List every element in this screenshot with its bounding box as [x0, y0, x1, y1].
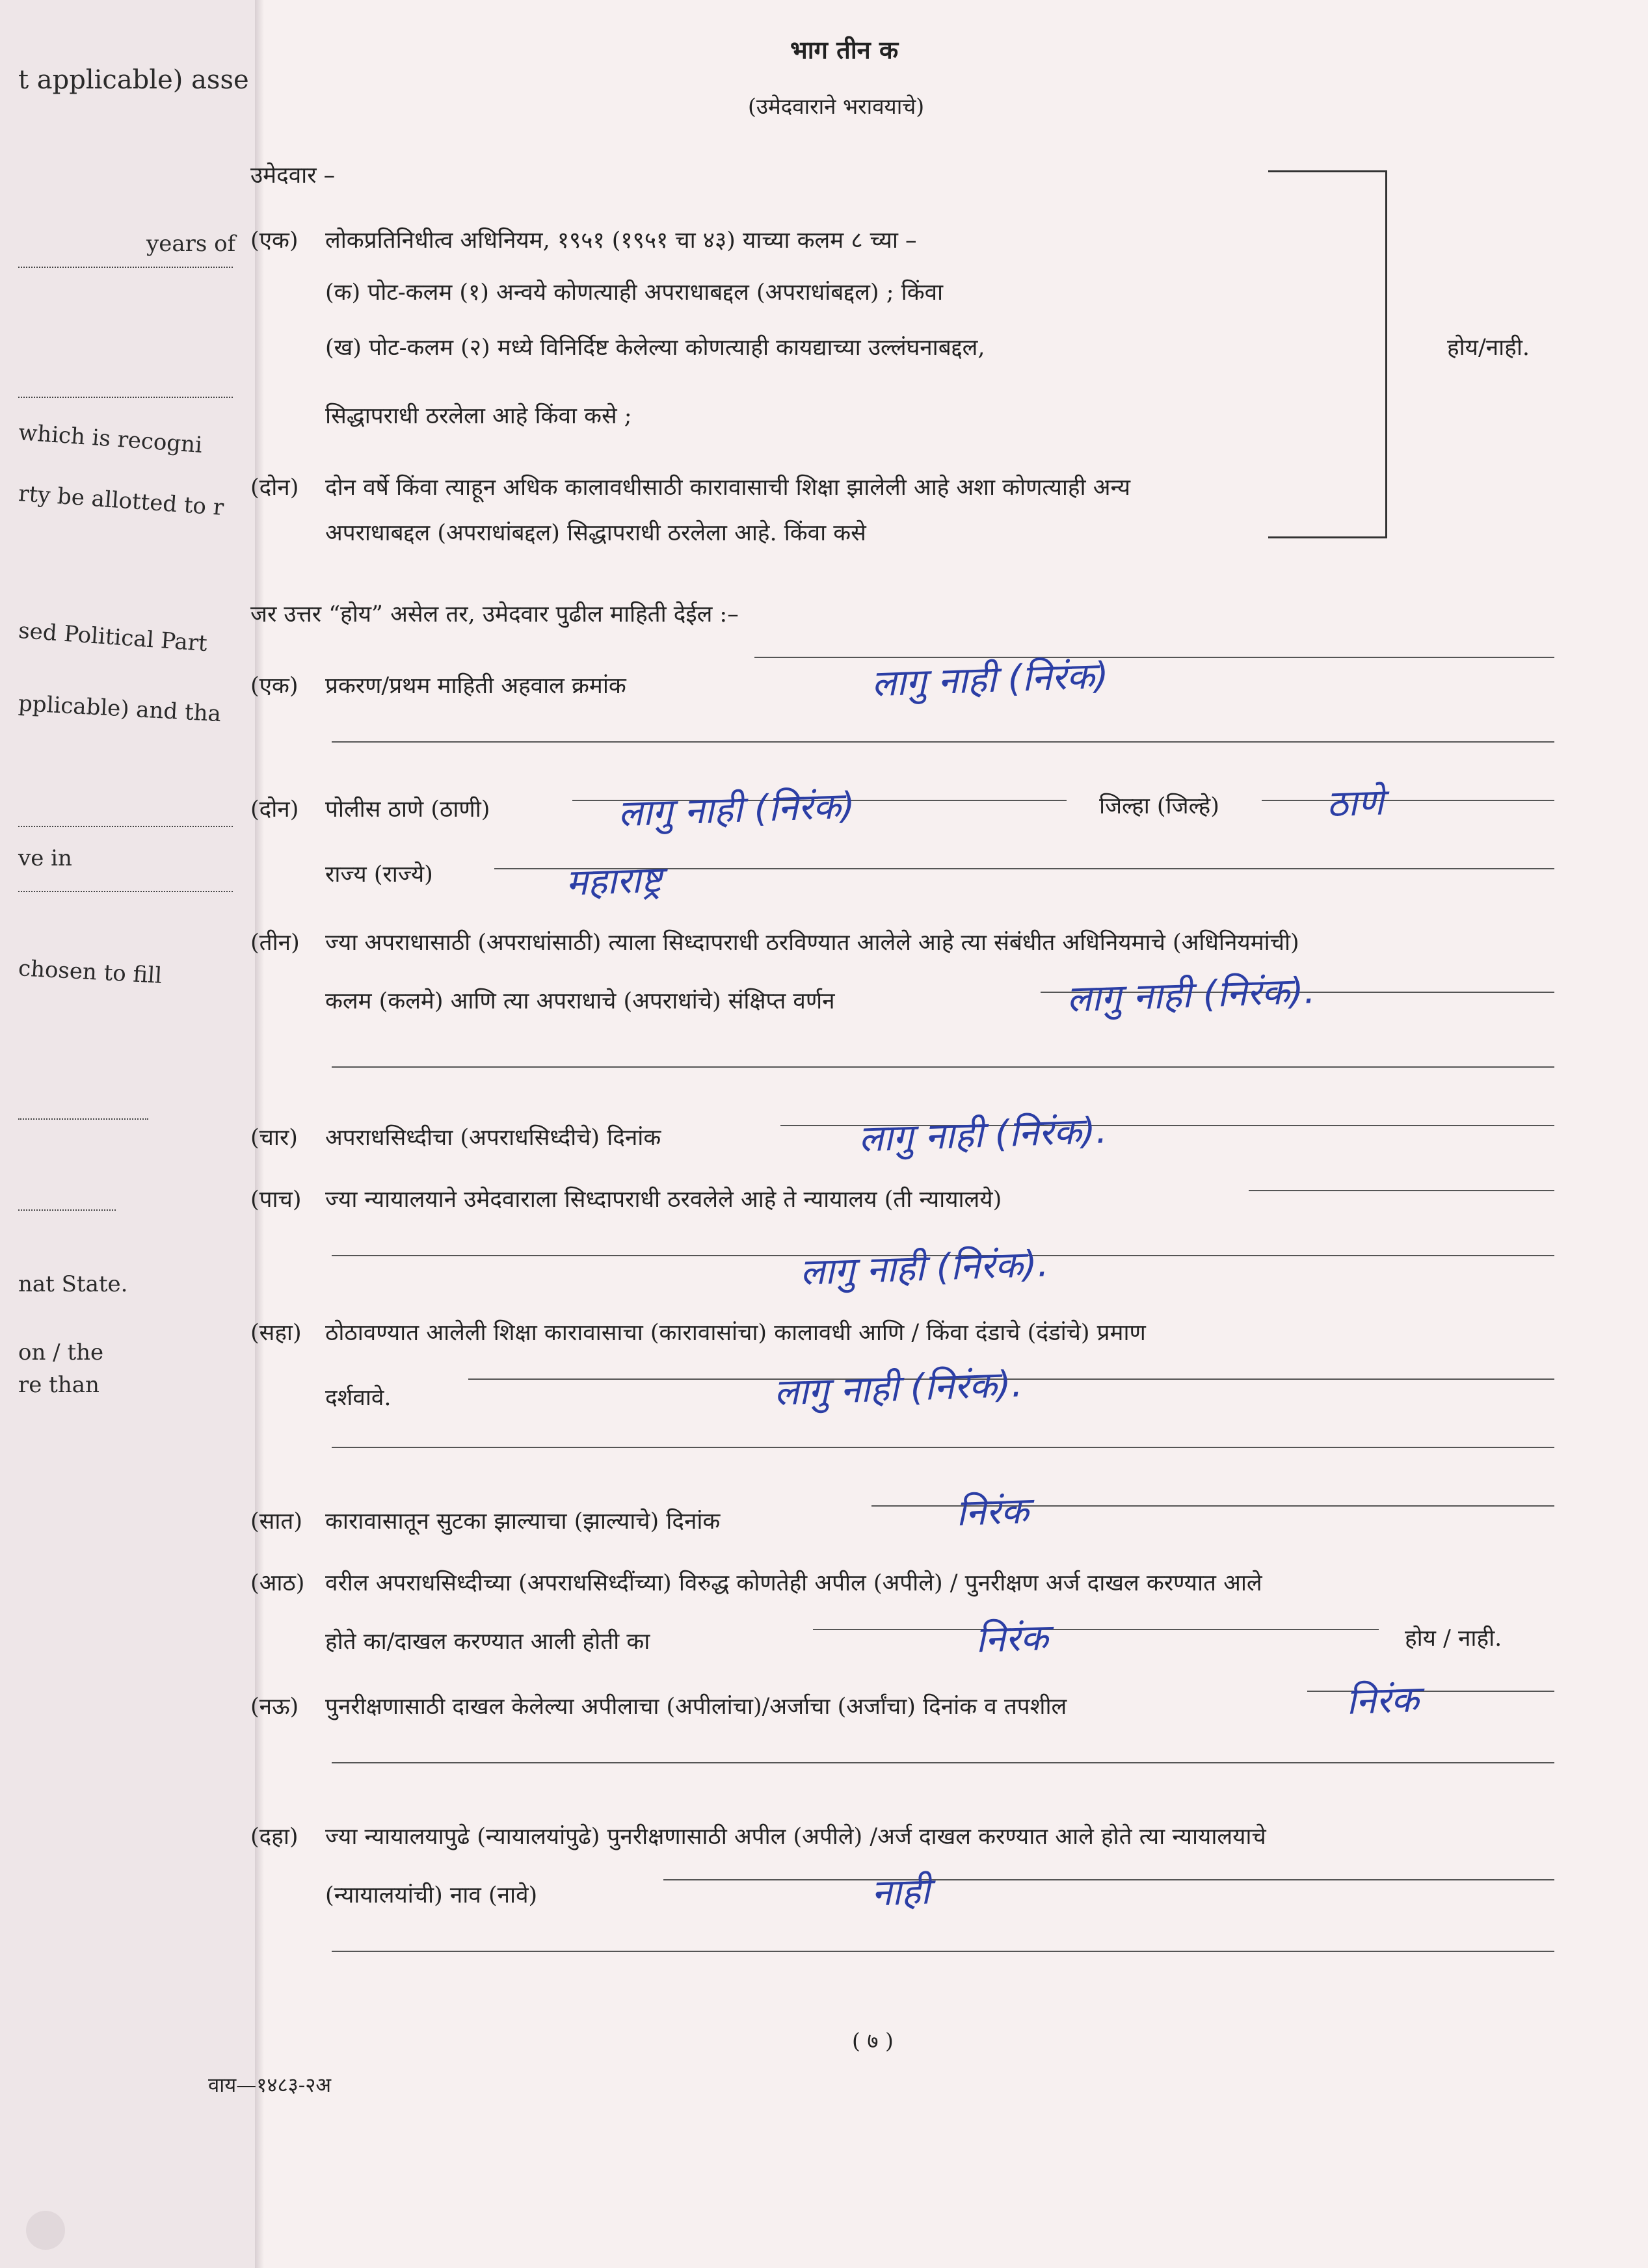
q1-number: (एक) [250, 228, 299, 254]
item5-text: ज्या न्यायालयाने उमेदवाराला सिध्दापराधी ठरवलेले आहे ते न्यायालय (ती न्यायालये) [325, 1187, 1002, 1213]
district-handwritten: ठाणे [1325, 781, 1385, 826]
item8-handwritten: निरंक [974, 1616, 1049, 1661]
item6-line1: ठोठावण्यात आलेली शिक्षा कारावासाचा (कारावासांचा) कालावधी आणि / किंवा दंडाचे (दंडांचे) प्रमाण [325, 1320, 1146, 1346]
item5-handwritten: लागु नाही (निरंक). [799, 1243, 1050, 1294]
part-title: भाग तीन क [790, 35, 899, 64]
left-fragment: t applicable) asse [18, 65, 249, 95]
q2-line2: अपराधाबद्दल (अपराधांबद्दल) सिद्धापराधी ठरलेला आहे. किंवा कसे [325, 520, 866, 546]
q1-text: लोकप्रतिनिधीत्व अधिनियम, १९५१ (१९५१ चा ४३) याच्या कलम ८ च्या – [325, 228, 917, 254]
q2-line1: दोन वर्षे किंवा त्याहून अधिक कालावधीसाठी कारावासाची शिक्षा झालेली आहे अशा कोणत्याही अन्य [325, 475, 1131, 501]
left-fragment: sed Political Part [17, 617, 208, 657]
left-fragment: rty be allotted to r [17, 481, 225, 521]
q2-number: (दोन) [250, 475, 299, 501]
q1-a: (क) पोट-कलम (१) अन्वये कोणत्याही अपराधाबद्दल (अपराधांबद्दल) ; किंवा [325, 280, 944, 306]
item9-handwritten: निरंक [1345, 1678, 1420, 1723]
item3-line2: कलम (कलमे) आणि त्या अपराधाचे (अपराधांचे) संक्षिप्त वर्णन [325, 988, 835, 1014]
item7-number: (सात) [250, 1509, 302, 1535]
left-fragment: years of [146, 231, 236, 257]
left-fragment: ve in [18, 845, 72, 871]
item7-text: कारावासातून सुटका झाल्याचा (झाल्याचे) दिनांक [325, 1509, 721, 1535]
item6-line2: दर्शवावे. [325, 1385, 392, 1411]
left-fragment: on / the [18, 1339, 104, 1365]
item7-handwritten: निरंक [955, 1490, 1030, 1535]
item5-number: (पाच) [250, 1187, 302, 1213]
item1-number: (एक) [250, 673, 299, 699]
item10-handwritten: नाही [870, 1870, 931, 1915]
state-handwritten: महाराष्ट्र [565, 858, 663, 904]
candidate-label: उमेदवार – [250, 163, 336, 189]
item1-handwritten: लागु नाही (निरंक) [871, 654, 1110, 705]
item3-line1: ज्या अपराधासाठी (अपराधांसाठी) त्याला सिध्दापराधी ठरविण्यात आलेले आहे त्या संबंधीत अधिनियमाचे (अधिनियमांची) [325, 930, 1299, 956]
form-code: वाय—१४८३-२अ [208, 2074, 332, 2097]
page-number: ( ७ ) [852, 2028, 894, 2053]
item8-line1: वरील अपराधसिध्दीच्या (अपराधसिध्दींच्या) विरुद्ध कोणतेही अपील (अपीले) / पुनरीक्षण अर्ज दाखल करण्यात आले [325, 1570, 1262, 1596]
district-label: जिल्हा (जिल्हे) [1099, 793, 1219, 819]
item8-number: (आठ) [250, 1570, 305, 1596]
item10-line1: ज्या न्यायालयापुढे (न्यायालयांपुढे) पुनरीक्षणासाठी अपील (अपीले) /अर्ज दाखल करण्यात आले होते त्या न्यायालयाचे [325, 1824, 1266, 1850]
item8-line2: होते का/दाखल करण्यात आली होती का [325, 1629, 650, 1655]
item2-text: पोलीस ठाणे (ठाणी) [325, 797, 490, 823]
item10-line2: (न्यायालयांची) नाव (नावे) [325, 1882, 538, 1908]
item3-handwritten: लागु नाही (निरंक). [1066, 969, 1316, 1021]
left-fragment: nat State. [18, 1271, 128, 1297]
item8-answer: होय / नाही. [1405, 1626, 1502, 1652]
q1-answer: होय/नाही. [1447, 335, 1530, 361]
item2-number: (दोन) [250, 797, 299, 823]
left-fragment: which is recogni [17, 419, 204, 458]
item9-text: पुनरीक्षणासाठी दाखल केलेल्या अपीलाचा (अपीलांचा)/अर्जाचा (अर्जांचा) दिनांक व तपशील [325, 1694, 1067, 1720]
part-subtitle: (उमेदवाराने भरावयाचे) [748, 94, 925, 119]
punch-hole [26, 2211, 65, 2250]
left-fragment: re than [18, 1372, 100, 1398]
item10-number: (दहा) [250, 1824, 299, 1850]
state-label: राज्य (राज्ये) [325, 862, 433, 888]
item4-handwritten: लागु नाही (निरंक). [858, 1109, 1108, 1161]
answer-bracket [1268, 170, 1387, 538]
left-fragment: pplicable) and tha [18, 690, 222, 728]
item4-number: (चार) [250, 1125, 298, 1151]
item1-text: प्रकरण/प्रथम माहिती अहवाल क्रमांक [325, 673, 626, 699]
item6-number: (सहा) [250, 1320, 302, 1346]
q1-b: (ख) पोट-कलम (२) मध्ये विनिर्दिष्ट केलेल्या कोणत्याही कायद्याच्या उल्लंघनाबद्दल, [325, 335, 985, 361]
item3-number: (तीन) [250, 930, 300, 956]
item6-handwritten: लागु नाही (निरंक). [773, 1363, 1024, 1414]
left-fragment: chosen to fill [18, 955, 163, 989]
item4-text: अपराधसिध्दीचा (अपराधसिध्दीचे) दिनांक [325, 1125, 661, 1151]
underlying-page [0, 0, 260, 2268]
q1-c: सिद्धापराधी ठरलेला आहे किंवा कसे ; [325, 403, 632, 429]
item9-number: (नऊ) [250, 1694, 299, 1720]
condition-text: जर उत्तर “होय” असेल तर, उमेदवार पुढील माहिती देईल :– [250, 601, 739, 627]
item2-handwritten: लागु नाही (निरंक) [617, 784, 856, 836]
